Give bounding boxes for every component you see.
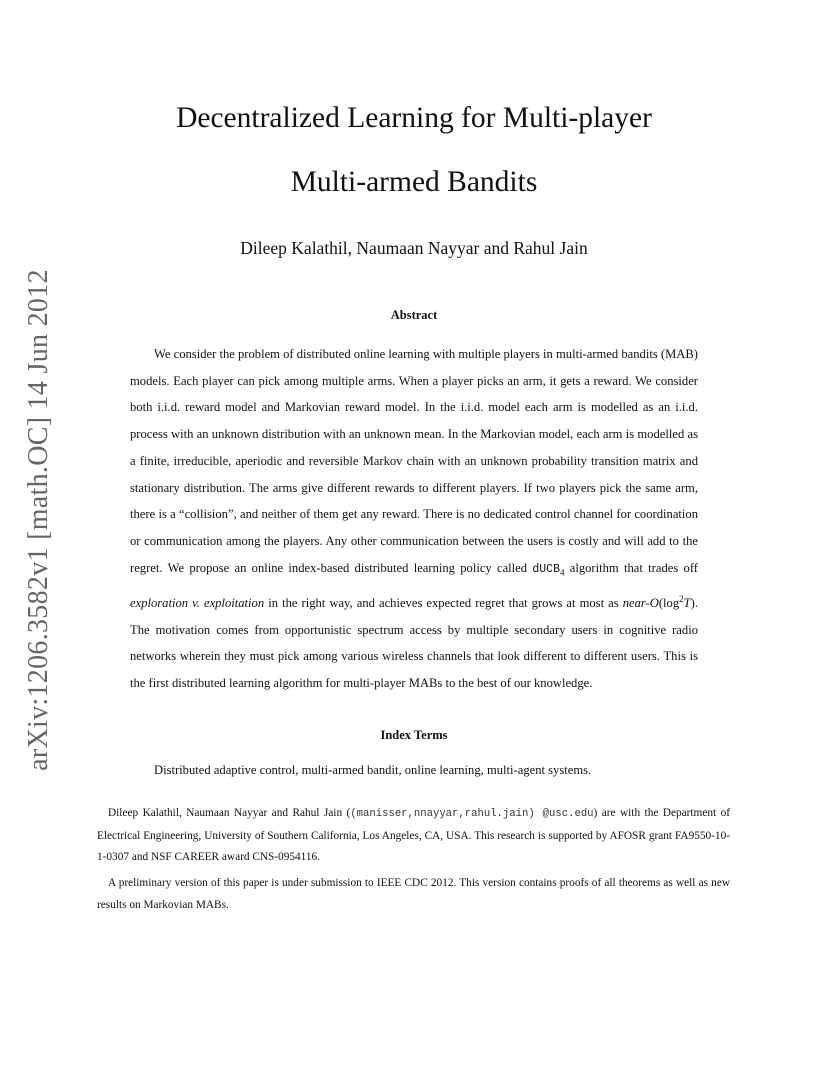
authors: Dileep Kalathil, Naumaan Nayyar and Rahul Jain bbox=[240, 238, 588, 258]
abstract-italic-near-o: near-O bbox=[622, 596, 659, 611]
abstract-text-1: We consider the problem of distributed online learning with multiple players in multi-armed bandits (MAB) models. Each player can pick among multiple arms. When a player picks an arm, it gets a reward. We consider both i.i.d. reward model and Markovian reward model. In the i.i.d. model each arm is modelled as an i.i.d. process with an unknown distribution with an unknown mean. In the Markovian model, each arm is modelled as a finite, irreducible, aperiodic and reversible Markov chain with an unknown probability transition matrix and stationary distribution. The arms give different rewards to different players. If two players pick the same arm, there is a “collision”, and neither of them get any reward. There is no dedicated control channel for coordination or communication among the players. Any other communication between the users is costly and will add to the regret. We propose an online index-based distributed learning policy called bbox=[130, 347, 698, 575]
arxiv-stamp: arXiv:1206.3582v1 [math.OC] 14 Jun 2012 bbox=[23, 269, 54, 771]
author-emails: (manisser,nnayyar,rahul.jain) @usc.edu bbox=[350, 808, 594, 820]
abstract-text-2: algorithm that trades off bbox=[564, 560, 698, 575]
abstract-body bbox=[130, 341, 698, 697]
title-line-1: Decentralized Learning for Multi-player bbox=[176, 102, 652, 134]
math-close: ) bbox=[690, 596, 695, 611]
abstract-text-4: . The motivation comes from opportunistic spectrum access by multiple secondary users in cognitive radio networks wherein they must pick among various wireless channels that look different to different users. This is the first distributed learning algorithm for multi-player MABs to the best of our knowledge. bbox=[130, 596, 698, 691]
footnote-preliminary: A preliminary version of this paper is under submission to IEEE CDC 2012. This version contains proofs of all theorems as well as new results on Markovian MABs. bbox=[97, 877, 730, 911]
math-open: (log bbox=[658, 596, 680, 611]
abstract-text-3: in the right way, and achieves expected regret that grows at most as bbox=[264, 596, 623, 611]
abstract-italic-tradeoff: exploration v. exploitation bbox=[130, 596, 265, 611]
title-line-2: Multi-armed Bandits bbox=[290, 166, 538, 198]
abstract-heading: Abstract bbox=[390, 308, 438, 322]
index-terms-heading: Index Terms bbox=[380, 728, 448, 742]
footnote-1-before: Dileep Kalathil, Naumaan Nayyar and Rahul Jain ( bbox=[108, 807, 351, 819]
algorithm-name: dUCB bbox=[532, 562, 560, 576]
index-terms: Distributed adaptive control, multi-armed bandit, online learning, multi-agent systems. bbox=[154, 763, 592, 777]
paper-title bbox=[100, 86, 728, 214]
algorithm-subscript: 4 bbox=[559, 567, 565, 578]
math-exponent: 2 bbox=[679, 593, 684, 604]
footnote-1-after: ) are with the Department of Electrical Engineering, University of Southern California, Los Angeles, CA, USA. This research is supported by AFOSR grant FA9550-10-1-0307 and NSF CAREER award CNS-0954116. bbox=[97, 807, 731, 863]
footnote-affiliation bbox=[97, 803, 730, 869]
math-variable: T bbox=[683, 596, 691, 611]
